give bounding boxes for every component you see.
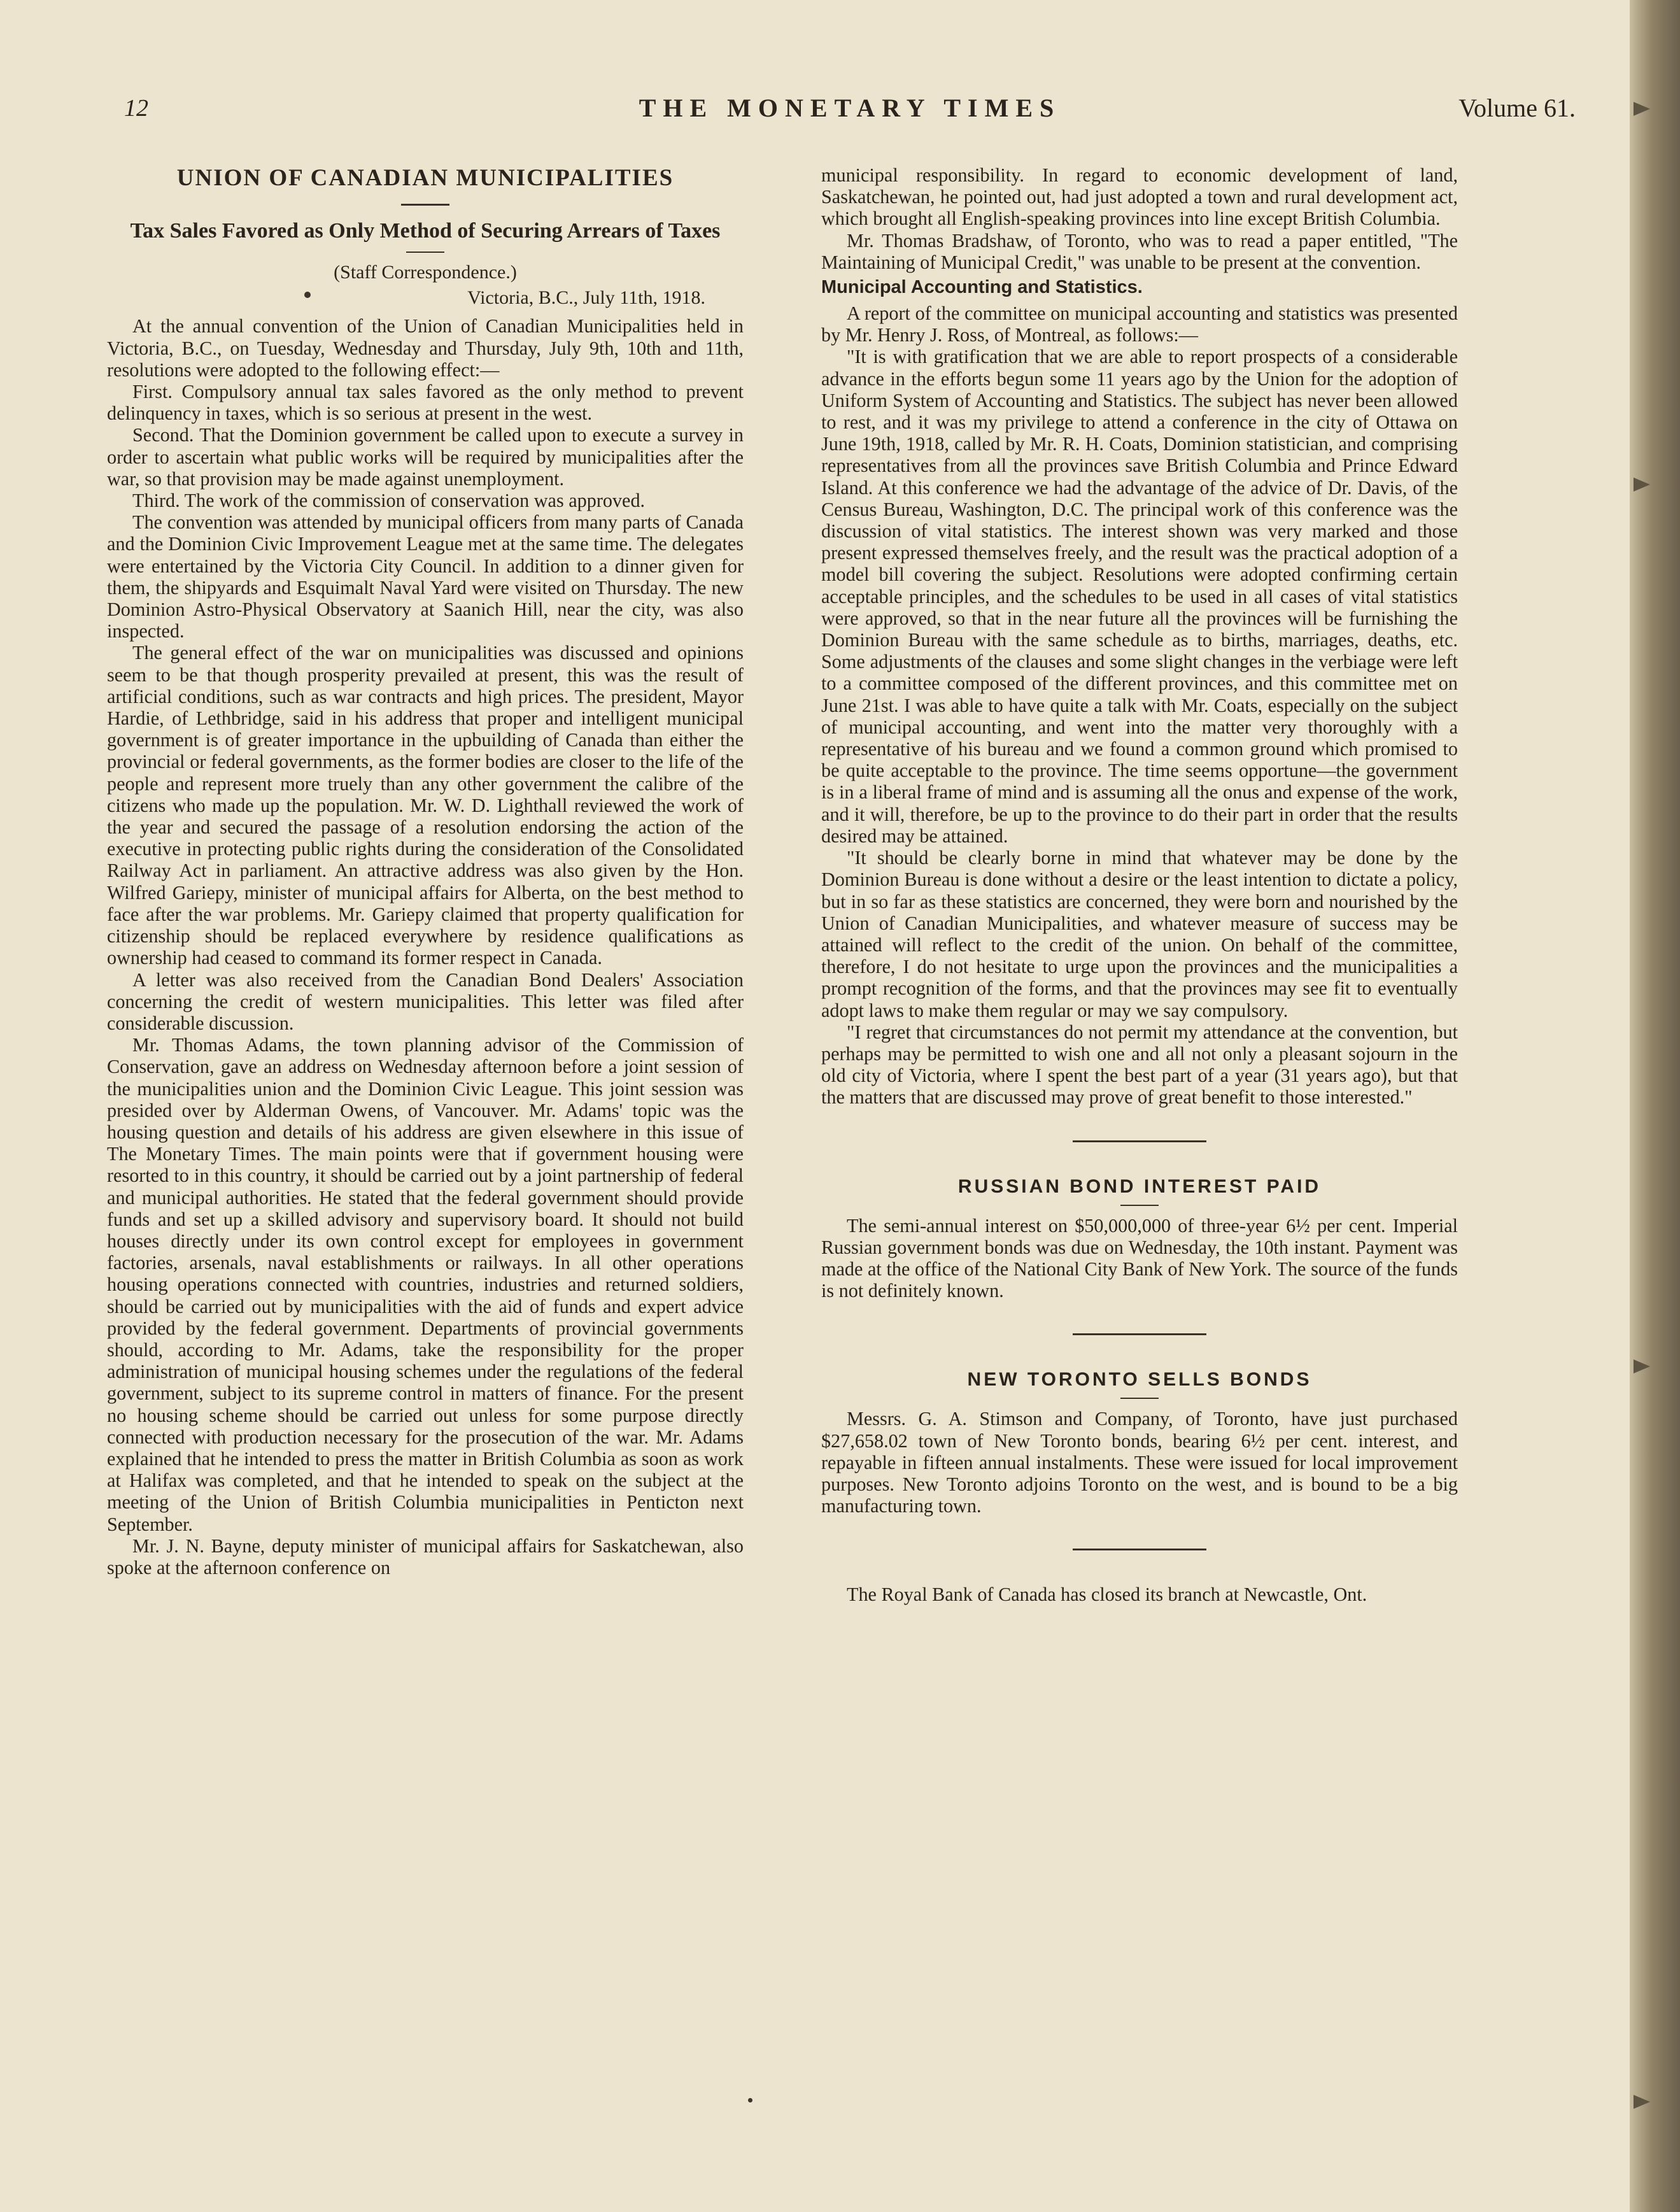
- ink-speck: [304, 292, 311, 298]
- article-separator: [1073, 1140, 1206, 1142]
- binding-notch: [1634, 2095, 1650, 2109]
- paragraph: "It should be clearly borne in mind that whatever may be done by the Dominion Bureau is done without a desire or the least intention to dictate a policy, but in so far as these statistics are concerned, they were born and nourished by the Union of Canadian Municipalities, and whatever measure of success may be attained will reflect to the credit of the union. On behalf of the committee, therefore, I do not hesitate to urge upon the provinces and the municipalities a prompt recognition of the forms, and that the provinces may see fit to eventually adopt laws to make them regular or may we say compulsory.: [821, 847, 1458, 1021]
- paragraph: First. Compulsory annual tax sales favored as the only method to prevent delinquency in taxes, which is so serious at present in the west.: [107, 381, 744, 425]
- binding-spine: [1630, 0, 1680, 2212]
- paragraph: At the annual convention of the Union of Canadian Municipalities held in Victoria, B.C., on Tuesday, Wednesday and Thursday, July 9th, 10th and 11th, resolutions were adopted to the following effect:—: [107, 315, 744, 381]
- paragraph: Second. That the Dominion government be called upon to execute a survey in order to ascertain what public works will be required by municipalities after the war, so that provision may be made against unemployment.: [107, 424, 744, 490]
- left-column: [107, 164, 744, 1578]
- page-number: 12: [124, 95, 148, 122]
- page-header: [124, 90, 1576, 129]
- dateline: Victoria, B.C., July 11th, 1918.: [467, 287, 705, 309]
- binding-notch: [1634, 1359, 1650, 1373]
- paragraph: "It is with gratification that we are able to report prospects of a considerable advance in the efforts begun some 11 years ago by the Union for the adoption of Uniform System of Accounting and Statistics. The subject has never been allowed to rest, and it was my privilege to attend a conference in the city of Ottawa on June 19th, 1918, called by Mr. R. H. Coats, Dominion statistician, and comprising representatives from all the provinces save British Columbia and Prince Edward Island. At this conference we had the advantage of the advice of Dr. Davis, of the Census Bureau, Washington, D.C. The principal work of this conference was the discussion of vital statistics. The interest shown was very marked and those present expressed themselves freely, and the result was the practical adoption of a model bill covering the subject. Resolutions were adopted confirming certain acceptable principles, and the schedules to be used in all cases of vital statistics were approved, so that in the near future all the provinces will be furnishing the Dominion Bureau with the same schedule as to births, marriages, deaths, etc. Some adjustments of the clauses and some slight changes in the verbiage were left to a committee composed of the different provinces, and this committee met on June 21st. I was able to have quite a talk with Mr. Coats, especially on the subject of municipal accounting, and went into the matter very thoroughly with a representative of his bureau and we found a common ground which promised to be quite acceptable to the province. The time seems opportune—the government is in a liberal frame of mind and is assuming all the onus and expense of the work, and it will, therefore, be up to the province to do their part in order that the results desired may be attained.: [821, 346, 1458, 847]
- russian-bond-headline: RUSSIAN BOND INTEREST PAID: [957, 1175, 1322, 1197]
- paragraph: The general effect of the war on municipalities was discussed and opinions seem to be that though prosperity prevailed at present, this was the result of artificial conditions, such as war contracts and high prices. The president, Mayor Hardie, of Lethbridge, said in his address that proper and intelligent municipal government is of greater importance in the upbuilding of Canada than either the provincial or federal governments, as the former bodies are closer to the life of the people and represent more truely than any other government the calibre of the citizens who made up the population. Mr. W. D. Lighthall reviewed the work of the year and secured the passage of a resolution endorsing the action of the executive in protecting public rights during the consideration of the Consolidated Railway Act in parliament. An attractive address was also given by the Hon. Wilfred Gariepy, minister of municipal affairs for Alberta, on the best method to face after the war problems. Mr. Gariepy claimed that property qualification for citizenship should be replaced everywhere by residence qualifications as ownership had ceased to command its former respect in Canada.: [107, 642, 744, 969]
- right-column: [821, 164, 1458, 1606]
- paragraph: A letter was also received from the Canadian Bond Dealers' Association concerning the credit of western municipalities. This letter was filed after considerable discussion.: [107, 968, 744, 1034]
- paragraph: Mr. J. N. Bayne, deputy minister of municipal affairs for Saskatchewan, also spoke at the afternoon conference on: [107, 1535, 744, 1578]
- article-subheadline: Tax Sales Favored as Only Method of Securing Arrears of Taxes: [130, 219, 721, 243]
- byline: (Staff Correspondence.): [334, 262, 517, 283]
- paragraph: The Royal Bank of Canada has closed its branch at Newcastle, Ont.: [847, 1584, 1367, 1606]
- headline-rule: [1120, 1398, 1159, 1399]
- paragraph: "I regret that circumstances do not permit my attendance at the convention, but perhaps may be permitted to wish one and all not only a pleasant sojourn in the old city of Victoria, where I spent the best part of a year (31 years ago), but that the matters that are discussed may prove of great benefit to those interested.": [821, 1021, 1458, 1109]
- subheadline-rule: [406, 252, 444, 253]
- paragraph: Third. The work of the commission of conservation was approved.: [132, 490, 646, 512]
- ink-speck: [748, 2098, 752, 2102]
- volume-label: Volume 61.: [1458, 94, 1576, 122]
- binding-notch: [1634, 478, 1650, 492]
- paragraph: Mr. Thomas Bradshaw, of Toronto, who was to read a paper entitled, "The Maintaining of Municipal Credit," was unable to be present at the convention.: [821, 229, 1458, 273]
- paragraph: The semi-annual interest on $50,000,000 of three-year 6½ per cent. Imperial Russian government bonds was due on Wednesday, the 10th instant. Payment was made at the office of the National City Bank of New York. The source of the funds is not definitely known.: [821, 1214, 1458, 1302]
- headline-rule: [1120, 1205, 1159, 1206]
- masthead: THE MONETARY TIMES: [639, 94, 1061, 122]
- paragraph: Mr. Thomas Adams, the town planning advisor of the Commission of Conservation, gave an address on Wednesday afternoon before a joint session of the municipalities union and the Dominion Civic League. This joint session was presided over by Alderman Owens, of Vancouver. Mr. Adams' topic was the housing question and details of his address are given elsewhere in this issue of The Monetary Times. The main points were that if government housing were resorted to in this country, it should be carried out by a joint partnership of federal and municipal authorities. He stated that the federal government should provide funds and set up a skilled advisory and supervisory board. It should not build houses directly under its own control except for employees in government factories, arsenals, naval establishments or railways. In all other operations housing operations connected with countries, industries and returned soldiers, should be carried out by municipalities with the aid of funds and expert advice provided by the federal government. Departments of provincial governments should, according to Mr. Adams, take the responsibility for the proper administration of municipal housing schemes under the regulations of the federal government, subject to its supreme control in matters of finance. For the present no housing scheme should be carried out unless for some purpose directly connected with production necessary for the prosecution of the war. Mr. Adams explained that he intended to press the matter in British Columbia as soon as work at Halifax was completed, and that he intended to speak on the subject at the meeting of the Union of British Columbia municipalities in Penticton next September.: [107, 1034, 744, 1535]
- paragraph: Messrs. G. A. Stimson and Company, of Toronto, have just purchased $27,658.02 town of New Toronto bonds, bearing 6½ per cent. interest, and repayable in fifteen annual instalments. These were issued for local improvement purposes. New Toronto adjoins Toronto on the west, and is bound to be a big manufacturing town.: [821, 1408, 1458, 1517]
- section-heading: Municipal Accounting and Statistics.: [821, 277, 1143, 298]
- new-toronto-headline: NEW TORONTO SELLS BONDS: [967, 1369, 1312, 1391]
- article-headline: UNION OF CANADIAN MUNICIPALITIES: [176, 165, 674, 191]
- paragraph: The convention was attended by municipal officers from many parts of Canada and the Dominion Civic Improvement League met at the same time. The delegates were entertained by the Victoria City Council. In addition to a dinner given for them, the shipyards and Esquimalt Naval Yard were visited on Thursday. The new Dominion Astro-Physical Observatory at Saanich Hill, near the city, was also inspected.: [107, 511, 744, 642]
- article-separator: [1073, 1333, 1206, 1335]
- headline-rule: [401, 204, 449, 206]
- paragraph: A report of the committee on municipal accounting and statistics was presented by Mr. Henry J. Ross, of Montreal, as follows:—: [821, 302, 1458, 346]
- article-separator: [1073, 1549, 1206, 1550]
- paragraph: municipal responsibility. In regard to economic development of land, Saskatchewan, he pointed out, had just adopted a town and rural development act, which brought all English-speaking provinces into line except British Columbia.: [821, 164, 1458, 230]
- binding-notch: [1634, 102, 1650, 116]
